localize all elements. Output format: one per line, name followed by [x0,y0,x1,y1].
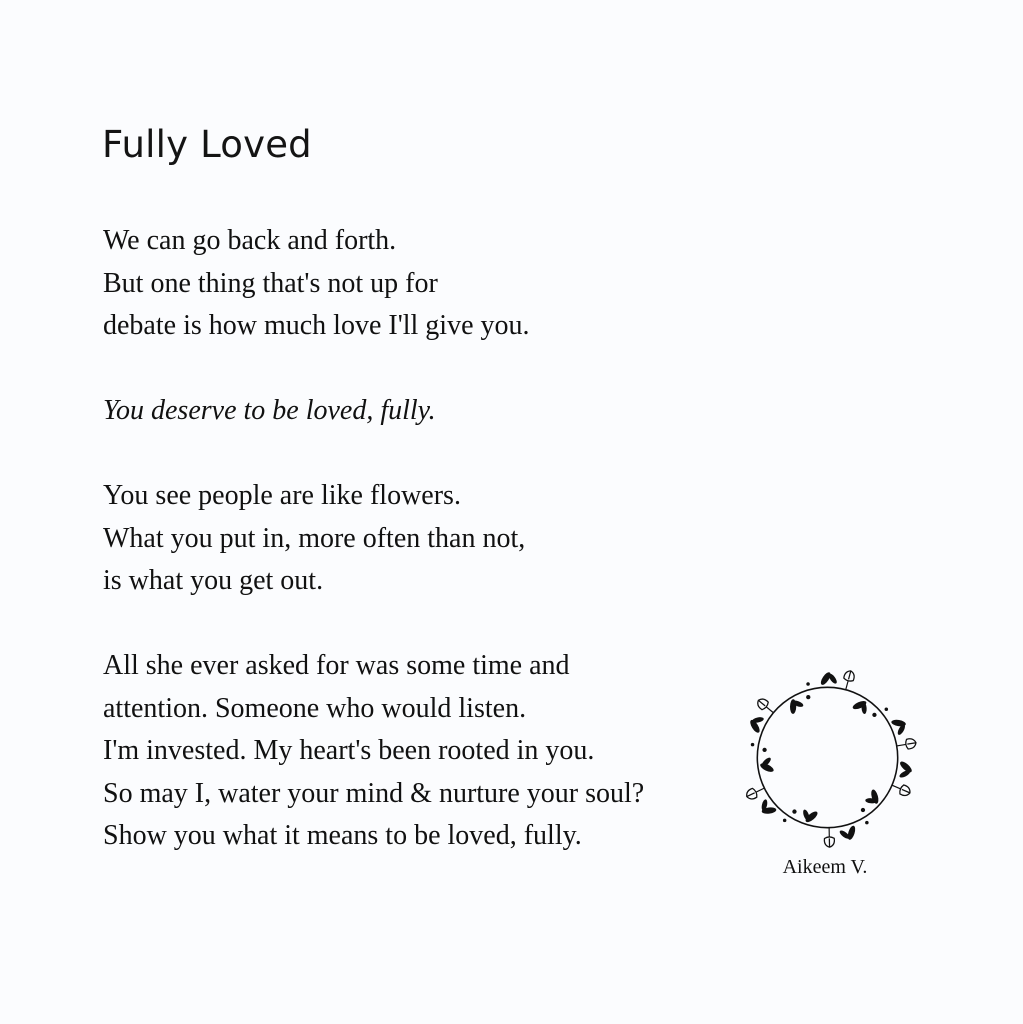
poem-line: I'm invested. My heart's been rooted in you. [103,735,595,766]
poem-line: But one thing that's not up for [103,267,438,299]
poem-line: You see people are like flowers. [103,480,461,511]
poem-line: debate is how much love I'll give you. [103,310,530,341]
stanza-3 [103,475,723,603]
poem-line: Show you what it means to be loved, fully. [103,820,582,851]
poem-title: Fully Loved [102,123,312,166]
poem-line: All she ever asked for was some time and [103,650,570,681]
floral-wreath-icon [730,660,925,855]
poem-line: We can go back and forth. [103,225,397,256]
author-signature: Aikeem V. [782,856,868,878]
poem-line: is what you get out. [103,565,324,596]
poem-line: What you put in, more often than not, [103,522,526,554]
poem-body [103,220,723,900]
poem-line: You deserve to be loved, fully. [103,395,436,426]
poem-line: So may I, water your mind & nurture your soul? [103,777,645,809]
stanza-2 [103,390,723,433]
stanza-1 [103,220,723,348]
stanza-4 [103,645,723,858]
poem-line: attention. Someone who would listen. [103,692,527,724]
